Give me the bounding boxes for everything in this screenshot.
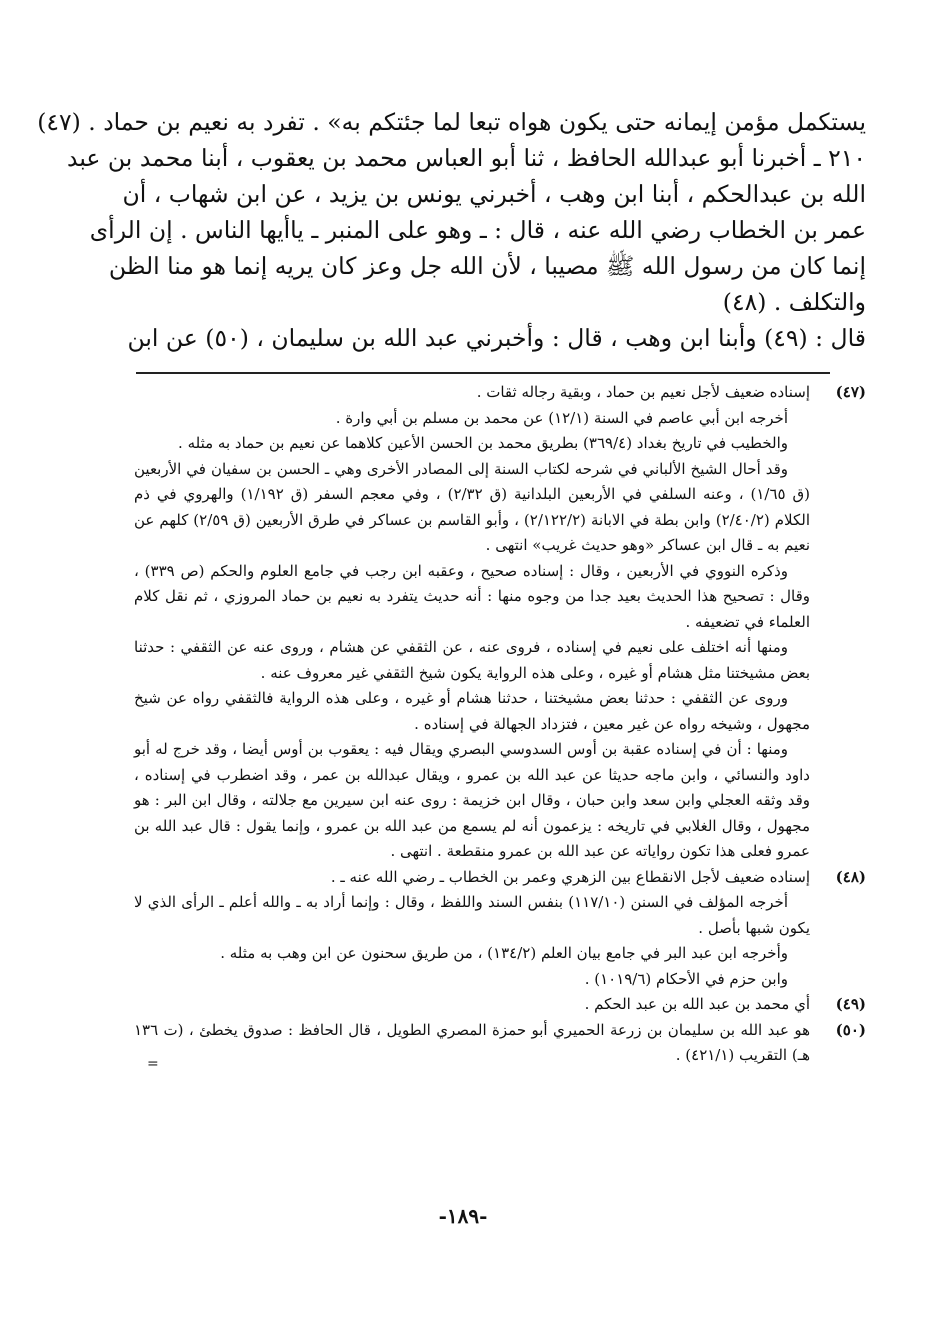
footnote [134,380,866,865]
footnote-paragraph: هو عبد الله بن سليمان بن زرعة الحميري أبو حمزة المصري الطويل ، قال الحافظ : صدوق يخطئ ، (ت ١٣٦ هـ) التقريب (٤٢١/١) . [134,1020,810,1064]
footnote-paragraph: وأخرجه ابن عبد البر في جامع بيان العلم (١٣٤/٢) ، من طريق سحنون عن ابن وهب به مثله . [220,944,788,962]
continuation-mark: = [147,1056,159,1072]
footnote-paragraph: إسناده ضعيف لأجل نعيم بن حماد ، وبقية رجاله ثقات . [476,383,810,401]
footnote-paragraph: أي محمد بن عبد الله بن عبد الحكم . [584,995,810,1013]
footnote-paragraph: إسناده ضعيف لأجل الانقطاع بين الزهري وعمر بن الخطاب ـ رضي الله عنه ـ . [330,867,810,886]
footnote [134,1018,866,1069]
footnote-number: (٤٧) [835,383,866,401]
footnote [134,992,866,1018]
footnote-paragraph: أخرجه المؤلف في السنن (١١٧/١٠) بنفس السند واللفظ ، وقال : وإنما أراد به ـ والله أعلم ـ الرأى الذي لا يكون شبها بأصل . [134,893,810,937]
footnote-paragraph: وروى عن الثقفي : حدثنا بعض مشيختنا ، حدثنا هشام أو غيره ، وعلى هذه الرواية فالثقفي رواه عن شيخ مجهول ، وشيخه رواه عن غير معين ، فتزداد الجهالة في إسناده . [134,689,810,733]
footnote-number: (٤٨) [835,867,866,886]
page-number: -١٨٩- [438,1204,488,1228]
main-text-line: والتكلف . (٤٨) [722,288,866,316]
main-text-line: الله بن عبدالحكم ، أبنا ابن وهب ، أخبرني يونس بن يزيد ، عن ابن شهاب ، أن [122,180,866,208]
main-text-line: يستكمل مؤمن إيمانه حتى يكون هواه تبعا لما جئتكم به» . تفرد به نعيم بن حماد . (٤٧) [37,108,866,136]
footnote-separator [136,372,830,374]
footnotes [134,380,866,1069]
main-text [37,104,866,356]
main-text-line: إنما كان من رسول الله ﷺ مصيبا ، لأن الله جل وعز كان يريه إنما هو منا الظن [108,252,866,280]
main-text-line: قال : (٤٩) وأبنا ابن وهب ، قال : وأخبرني عبد الله بن سليمان ، (٥٠) عن ابن [127,324,866,352]
footnote-number: (٤٩) [835,995,866,1013]
footnote [134,865,866,993]
footnote-paragraph: وقد أحال الشيخ الألباني في شرحه لكتاب السنة إلى المصادر الأخرى وهي ـ الحسن بن سفيان في الأربعين (ق ١/٦٥) ، وعنه السلفي في الأربعين البلدانية (ق ٢/٣٢) ، وفي معجم السفر (ق ١/١٩٢) والهروي في ذم الكلام (٢/٤٠/٢) وابن بطة في الابانة (٢/١٢٢/٢) ، وأبو القاسم بن عساكر في طرق الأربعين (ق ٢/٥٩) كلهم عن نعيم به ـ قال ابن عساكر «وهو حديث غريب» انتهى . [134,459,810,554]
footnote-number: (٥٠) [835,1020,866,1039]
footnote-paragraph: ومنها : أن في إسناده عقبة بن أوس السدوسي البصري ويقال فيه : يعقوب بن أوس أيضا ، وقد خرج له أبو داود والنسائي ، وابن ماجه حديثا عن عبد الله بن عمرو ، ويقال عبدالله بن عمر ، وقد اضطرب في إسناده ، وقد وثقه العجلي وابن سعد وابن حبان ، وقال ابن خزيمة : روى عنه ابن سيرين مع جلالته ، وقال ابن البر : هو مجهول ، وقال الغلابي في تاريخه : يزعمون أنه لم يسمع من عبد الله بن عمرو ، وإنما يقول : قال عبد الله بن عمرو فعلى هذا تكون رواياته عن عبد الله بن عمرو منقطعة . انتهى . [134,740,810,860]
footnote-paragraph: والخطيب في تاريخ بغداد (٣٦٩/٤) بطريق محمد بن الحسن الأعين كلاهما عن نعيم بن حماد به مثله . [178,434,788,452]
main-text-line: عمر بن الخطاب رضي الله عنه ، قال : ـ وهو على المنبر ـ ياأيها الناس . إن الرأى [89,216,866,244]
footnote-paragraph: أخرجه ابن أبي عاصم في السنة (١٢/١) عن محمد بن مسلم بن أبي وارة . [335,408,788,427]
footnote-paragraph: وابن حزم في الأحكام (١٠١٩/٦) . [584,969,788,988]
footnote-paragraph: وذكره النووي في الأربعين ، وقال : إسناده صحيح ، وعقبه ابن رجب في جامع العلوم والحكم (ص ٣٣٩) ، وقال : تصحيح هذا الحديث بعيد جدا من وجوه منها : أنه حديث يتفرد به نعيم بن حماد المروزي ، ثم نقل كلام العلماء في تضعيفه . [134,561,810,631]
footnote-paragraph: ومنها أنه اختلف على نعيم في إسناده ، فروى عنه ، عن الثقفي عن هشام ، وروى عنه عن الثقفي : حدثنا بعض مشيختنا مثل هشام أو غيره ، وعلى هذه الرواية يكون شيخ الثقفي غير معروف عنه . [134,638,810,682]
main-text-line: ٢١٠ ـ أخبرنا أبو عبدالله الحافظ ، ثنا أبو العباس محمد بن يعقوب ، أبنا محمد بن عبد [67,144,866,172]
